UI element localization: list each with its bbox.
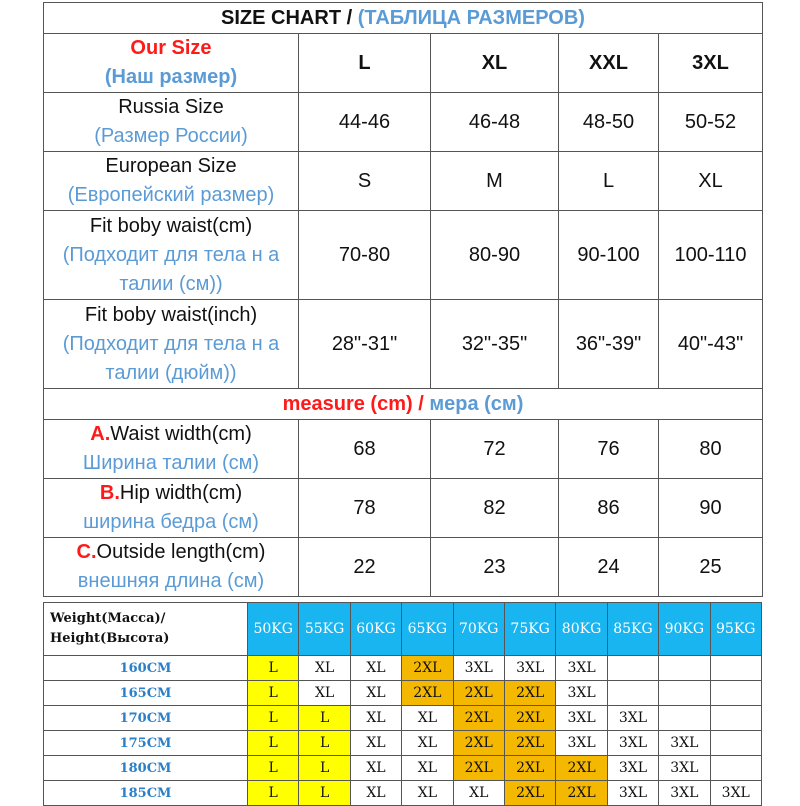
table-cell: 68 xyxy=(299,420,431,479)
size-cell: 2XL xyxy=(453,706,504,731)
weight-height-corner: Weight(Масса)/ Height(Высота) xyxy=(44,603,248,656)
size-cell: XL xyxy=(350,756,401,781)
table-cell: 72 xyxy=(431,420,559,479)
european-size-label: European Size (Европейский размер) xyxy=(44,152,299,211)
table-cell: 76 xyxy=(559,420,659,479)
weight-header: 65KG xyxy=(402,603,453,656)
size-cell: 3XL xyxy=(453,656,504,681)
height-label: 160CM xyxy=(44,656,248,681)
size-cell xyxy=(607,656,658,681)
size-cell: XL xyxy=(350,656,401,681)
table-cell: 44-46 xyxy=(299,93,431,152)
size-cell: 3XL xyxy=(556,706,607,731)
weight-table-row xyxy=(44,756,762,781)
waist-width-label: A.Waist width(cm) Ширина талии (см) xyxy=(44,420,299,479)
size-cell: 2XL xyxy=(402,656,453,681)
table-cell: 90 xyxy=(659,479,763,538)
size-cell: 3XL xyxy=(504,656,555,681)
table-cell: 100-110 xyxy=(659,211,763,300)
size-cell: 2XL xyxy=(402,681,453,706)
table-cell: M xyxy=(431,152,559,211)
weight-header: 75KG xyxy=(504,603,555,656)
weight-table-row xyxy=(44,681,762,706)
weight-header: 50KG xyxy=(248,603,299,656)
size-chart xyxy=(43,2,762,806)
size-cell: XL xyxy=(350,681,401,706)
weight-table-row xyxy=(44,656,762,681)
size-cell xyxy=(659,656,710,681)
size-cell: 3XL xyxy=(556,656,607,681)
table-cell: 78 xyxy=(299,479,431,538)
size-cell: L xyxy=(248,756,299,781)
size-cell: XL xyxy=(402,706,453,731)
weight-table-row xyxy=(44,781,762,806)
table-cell: 25 xyxy=(659,538,763,597)
size-cell: 3XL xyxy=(607,731,658,756)
table-cell: XL xyxy=(659,152,763,211)
table-cell: 50-52 xyxy=(659,93,763,152)
size-cell xyxy=(710,656,761,681)
size-cell: 3XL xyxy=(710,781,761,806)
size-cell xyxy=(607,681,658,706)
table-cell: 90-100 xyxy=(559,211,659,300)
title-ru: (ТАБЛИЦА РАЗМЕРОВ) xyxy=(357,6,585,29)
table-cell: 46-48 xyxy=(431,93,559,152)
weight-height-table xyxy=(43,602,762,806)
weight-header: 90KG xyxy=(659,603,710,656)
height-label: 180CM xyxy=(44,756,248,781)
weight-header: 85KG xyxy=(607,603,658,656)
size-cell: 3XL xyxy=(607,756,658,781)
size-cell: XL xyxy=(402,756,453,781)
table-cell: 22 xyxy=(299,538,431,597)
table-cell: 86 xyxy=(559,479,659,538)
weight-header: 55KG xyxy=(299,603,350,656)
table-cell: 70-80 xyxy=(299,211,431,300)
fit-waist-cm-label: Fit boby waist(cm) (Подходит для тела н а талии (см)) xyxy=(44,211,299,300)
size-l-header: L xyxy=(299,34,431,93)
weight-header: 80KG xyxy=(556,603,607,656)
table-cell: 80 xyxy=(659,420,763,479)
size-cell xyxy=(710,706,761,731)
size-cell: 2XL xyxy=(556,781,607,806)
table-cell: 48-50 xyxy=(559,93,659,152)
measure-title: measure (cm) / мера (см) xyxy=(44,389,763,420)
outside-length-label: C.Outside length(cm) внешняя длина (см) xyxy=(44,538,299,597)
size-cell: L xyxy=(299,731,350,756)
size-cell: 3XL xyxy=(556,731,607,756)
title-en: SIZE CHART xyxy=(221,6,342,29)
size-cell: L xyxy=(248,706,299,731)
size-cell: 3XL xyxy=(659,756,710,781)
size-cell: 2XL xyxy=(504,681,555,706)
weight-table-row xyxy=(44,731,762,756)
size-cell: XL xyxy=(350,706,401,731)
weight-table-row xyxy=(44,706,762,731)
size-cell: 2XL xyxy=(504,731,555,756)
height-label: 175CM xyxy=(44,731,248,756)
size-cell xyxy=(710,756,761,781)
weight-header: 60KG xyxy=(350,603,401,656)
size-xxl-header: XXL xyxy=(559,34,659,93)
weight-table-body xyxy=(44,656,762,806)
size-cell: 3XL xyxy=(607,706,658,731)
size-cell: 2XL xyxy=(453,756,504,781)
table-cell: 32"-35" xyxy=(431,300,559,389)
size-cell: 2XL xyxy=(504,706,555,731)
size-cell: L xyxy=(248,781,299,806)
hip-width-label: B.Hip width(cm) ширина бедра (см) xyxy=(44,479,299,538)
chart-title: SIZE CHART / (ТАБЛИЦА РАЗМЕРОВ) xyxy=(44,3,763,34)
size-table xyxy=(43,2,763,597)
russia-size-label: Russia Size (Размер России) xyxy=(44,93,299,152)
table-cell: L xyxy=(559,152,659,211)
size-cell: XL xyxy=(350,781,401,806)
size-cell: L xyxy=(299,756,350,781)
size-cell: 2XL xyxy=(504,781,555,806)
table-cell: 82 xyxy=(431,479,559,538)
size-cell: XL xyxy=(453,781,504,806)
size-cell: 2XL xyxy=(453,731,504,756)
size-cell xyxy=(659,681,710,706)
size-cell: 3XL xyxy=(659,731,710,756)
table-cell: 80-90 xyxy=(431,211,559,300)
size-cell: XL xyxy=(299,656,350,681)
size-cell: XL xyxy=(350,731,401,756)
size-xl-header: XL xyxy=(431,34,559,93)
size-cell: XL xyxy=(402,731,453,756)
size-cell: 2XL xyxy=(453,681,504,706)
size-cell xyxy=(710,731,761,756)
height-label: 185CM xyxy=(44,781,248,806)
size-cell: XL xyxy=(402,781,453,806)
weight-header: 95KG xyxy=(710,603,761,656)
fit-waist-inch-label: Fit boby waist(inch) (Подходит для тела н а талии (дюйм)) xyxy=(44,300,299,389)
table-cell: 24 xyxy=(559,538,659,597)
size-cell xyxy=(659,706,710,731)
table-cell: 36"-39" xyxy=(559,300,659,389)
size-cell: XL xyxy=(299,681,350,706)
size-cell: 2XL xyxy=(504,756,555,781)
size-cell: L xyxy=(299,781,350,806)
weight-header: 70KG xyxy=(453,603,504,656)
our-size-label: Our Size (Наш размер) xyxy=(44,34,299,93)
table-cell: 40"-43" xyxy=(659,300,763,389)
table-cell: 28"-31" xyxy=(299,300,431,389)
height-label: 165CM xyxy=(44,681,248,706)
size-cell: 3XL xyxy=(556,681,607,706)
size-cell xyxy=(710,681,761,706)
size-cell: L xyxy=(248,681,299,706)
size-cell: L xyxy=(248,656,299,681)
size-cell: 2XL xyxy=(556,756,607,781)
table-cell: S xyxy=(299,152,431,211)
size-cell: 3XL xyxy=(607,781,658,806)
size-cell: 3XL xyxy=(659,781,710,806)
size-cell: L xyxy=(248,731,299,756)
size-3xl-header: 3XL xyxy=(659,34,763,93)
height-label: 170CM xyxy=(44,706,248,731)
table-cell: 23 xyxy=(431,538,559,597)
size-cell: L xyxy=(299,706,350,731)
